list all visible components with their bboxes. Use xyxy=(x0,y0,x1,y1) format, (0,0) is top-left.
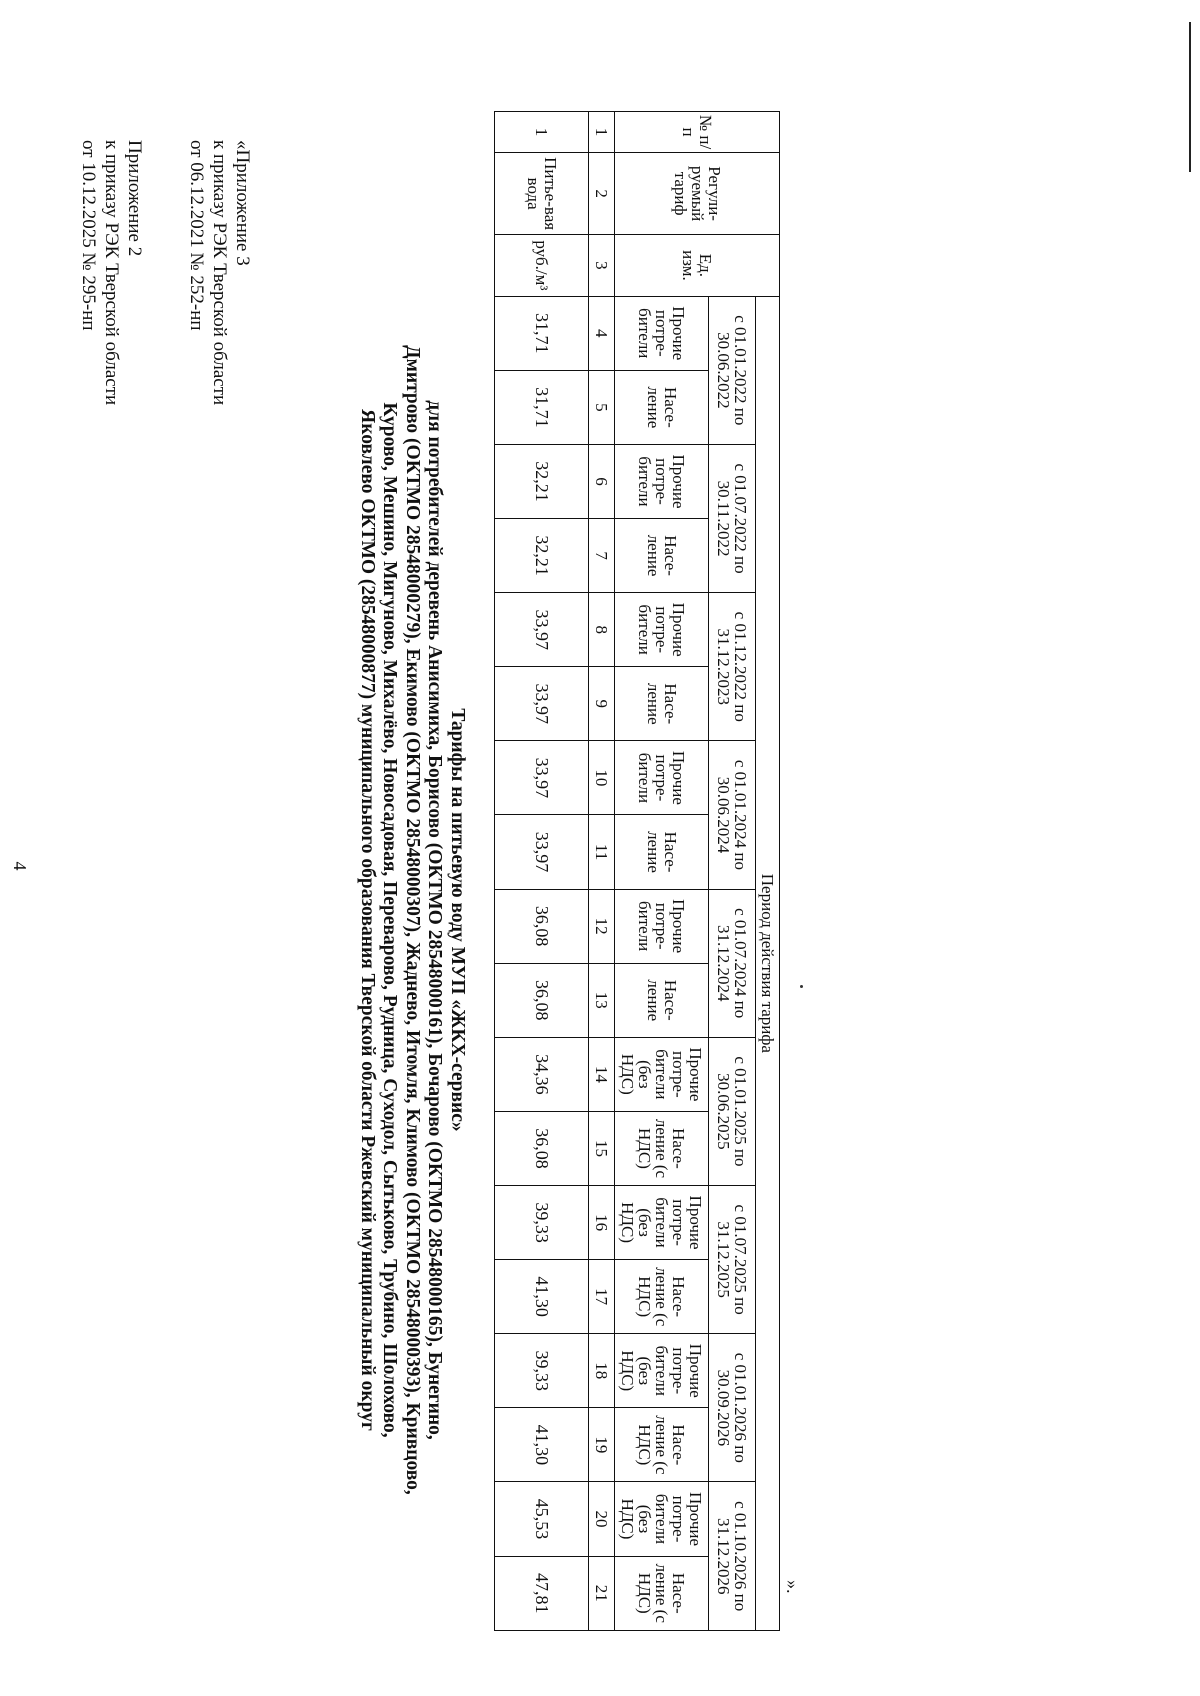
subheader-population: Насе-ление xyxy=(615,519,709,593)
page-edge-line xyxy=(1189,22,1191,172)
column-number-cell: 17 xyxy=(589,1260,615,1334)
column-number-cell: 4 xyxy=(589,296,615,370)
period-7: с 01.07.2025 по 31.12.2025 xyxy=(709,1186,756,1334)
tariff-table xyxy=(494,111,780,1631)
value-cell: 47,81 xyxy=(495,1556,589,1630)
appendix-new-line-1: Приложение 2 xyxy=(124,140,145,257)
column-number-cell: 20 xyxy=(589,1482,615,1556)
column-number-cell: 3 xyxy=(589,235,615,297)
header-num: № п/п xyxy=(615,112,780,153)
row-num-cell: 1 xyxy=(495,112,589,153)
subheader-other-no-vat: Прочие потре-бители (без НДС) xyxy=(615,1186,709,1260)
period-8: с 01.01.2026 по 30.09.2026 xyxy=(709,1334,756,1482)
value-cell: 33,97 xyxy=(495,593,589,667)
subheader-other-no-vat: Прочие потре-бители (без НДС) xyxy=(615,1334,709,1408)
value-cell: 41,30 xyxy=(495,1260,589,1334)
value-cell: 31,71 xyxy=(495,370,589,444)
value-cell: 33,97 xyxy=(495,815,589,889)
title-line-5: Яковлево ОКТМО (28548000877) муниципального образования Тверской области Ржевский муниципальный округ xyxy=(357,409,378,1431)
subheader-population: Насе-ление xyxy=(615,815,709,889)
column-number-cell: 13 xyxy=(589,963,615,1037)
value-cell: 33,97 xyxy=(495,741,589,815)
row-tariff-cell: Питье-вая вода xyxy=(495,153,589,235)
column-number-cell: 9 xyxy=(589,667,615,741)
value-cell: 33,97 xyxy=(495,667,589,741)
subheader-population-vat: Насе-ление (с НДС) xyxy=(615,1556,709,1630)
period-3: с 01.12.2022 по 31.12.2023 xyxy=(709,593,756,741)
subheader-population-vat: Насе-ление (с НДС) xyxy=(615,1408,709,1482)
column-number-cell: 16 xyxy=(589,1186,615,1260)
appendix-old-block xyxy=(185,140,254,405)
header-period: Период действия тарифа xyxy=(756,296,780,1630)
column-number-cell: 6 xyxy=(589,444,615,518)
value-cell: 39,33 xyxy=(495,1186,589,1260)
header-unit: Ед. изм. xyxy=(615,235,780,297)
column-number-cell: 12 xyxy=(589,889,615,963)
period-9: с 01.10.2026 по 31.12.2026 xyxy=(709,1482,756,1631)
value-cell: 31,71 xyxy=(495,296,589,370)
value-cell: 41,30 xyxy=(495,1408,589,1482)
period-6: с 01.01.2025 по 30.06.2025 xyxy=(709,1037,756,1185)
table-row xyxy=(495,112,589,1631)
tariff-table-wrapper xyxy=(494,111,780,1631)
period-5: с 01.07.2024 по 31.12.2024 xyxy=(709,889,756,1037)
column-number-cell: 2 xyxy=(589,153,615,235)
subheader-other: Прочие потре-бители xyxy=(615,889,709,963)
document-title xyxy=(333,200,468,1640)
column-number-cell: 5 xyxy=(589,370,615,444)
column-number-cell: 8 xyxy=(589,593,615,667)
period-4: с 01.01.2024 по 30.06.2024 xyxy=(709,741,756,889)
value-cell: 32,21 xyxy=(495,519,589,593)
column-number-cell: 14 xyxy=(589,1037,615,1111)
appendix-old-line-2: к приказу РЭК Тверской области xyxy=(209,140,230,406)
subheader-population: Насе-ление xyxy=(615,667,709,741)
subheader-other: Прочие потре-бители xyxy=(615,741,709,815)
period-1: с 01.01.2022 по 30.06.2022 xyxy=(709,296,756,444)
title-line-2: для потребителей деревень Анисимиха, Борисово (ОКТМО 28548000161), Бочарово (ОКТМО 28548000165), Бунегино, xyxy=(424,400,446,1440)
subheader-other-no-vat: Прочие потре-бители (без НДС) xyxy=(615,1482,709,1556)
closing-quote-mark: ». xyxy=(783,1580,803,1594)
value-cell: 36,08 xyxy=(495,963,589,1037)
column-number-cell: 19 xyxy=(589,1408,615,1482)
subheader-population: Насе-ление xyxy=(615,370,709,444)
subheader-population-vat: Насе-ление (с НДС) xyxy=(615,1111,709,1185)
value-cell: 36,08 xyxy=(495,1111,589,1185)
value-cell: 39,33 xyxy=(495,1334,589,1408)
value-cell: 34,36 xyxy=(495,1037,589,1111)
subheader-other-no-vat: Прочие потре-бители (без НДС) xyxy=(615,1037,709,1111)
column-number-cell: 21 xyxy=(589,1556,615,1630)
subheader-other: Прочие потре-бители xyxy=(615,296,709,370)
column-number-cell: 15 xyxy=(589,1111,615,1185)
appendix-old-line-3: от 06.12.2021 № 252-нп xyxy=(186,140,207,331)
column-number-cell: 11 xyxy=(589,815,615,889)
title-line-4: Курово, Мешино, Мигуново, Михалёво, Новосадовая, Переварово, Рудница, Суходол, Сытьково, Трубино, Шолохово, xyxy=(379,402,401,1438)
page-number: 4 xyxy=(10,861,30,871)
column-number-cell: 10 xyxy=(589,741,615,815)
appendix-old-line-1: «Приложение 3 xyxy=(232,140,253,266)
column-number-cell: 1 xyxy=(589,112,615,153)
value-cell: 32,21 xyxy=(495,444,589,518)
appendix-new-line-3: от 10.12.2025 № 295-нп xyxy=(78,140,99,331)
title-line-3: Дмитрово (ОКТМО 28548000279), Екимово (ОКТМО 28548000307), Жаднево, Итомля, Климово (ОКТМО 28548000393), Кривцово, xyxy=(402,345,423,1495)
subheader-population-vat: Насе-ление (с НДС) xyxy=(615,1260,709,1334)
column-number-cell: 18 xyxy=(589,1334,615,1408)
title-line-1: Тарифы на питьевую воду МУП «ЖКХ-сервис» xyxy=(447,708,468,1132)
appendix-new-line-2: к приказу РЭК Тверской области xyxy=(101,140,122,406)
value-cell: 45,53 xyxy=(495,1482,589,1556)
header-tariff: Регули-руемый тариф xyxy=(615,153,780,235)
value-cell: 36,08 xyxy=(495,889,589,963)
subheader-other: Прочие потре-бители xyxy=(615,444,709,518)
subheader-population: Насе-ление xyxy=(615,963,709,1037)
appendix-new-block xyxy=(77,140,146,405)
period-2: с 01.07.2022 по 30.11.2022 xyxy=(709,444,756,592)
subheader-other: Прочие потре-бители xyxy=(615,593,709,667)
scan-speck xyxy=(800,985,803,988)
row-unit-cell: руб./м³ xyxy=(495,235,589,297)
column-number-cell: 7 xyxy=(589,519,615,593)
